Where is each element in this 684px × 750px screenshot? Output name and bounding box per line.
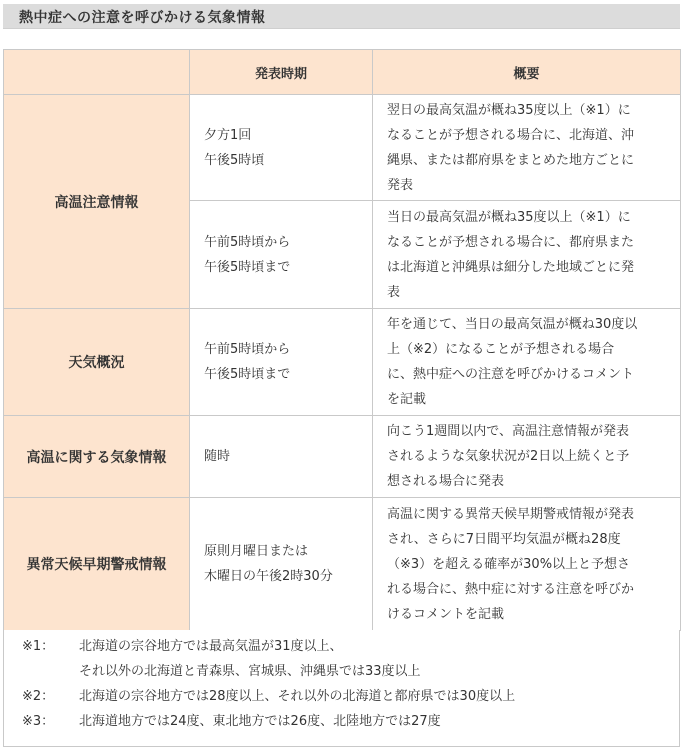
summary-line: は北海道と沖縄県は細分した地域ごとに発 xyxy=(387,259,635,275)
timing-line: 原則月曜日または xyxy=(204,544,309,559)
timing-cell xyxy=(190,498,373,631)
footnote-text: 北海道の宗谷地方では28度以上、それ以外の北海道と都府県では30度以上 xyxy=(79,689,516,704)
timing-line: 午後5時頃まで xyxy=(204,367,291,382)
timing-line: 午前5時頃から xyxy=(204,342,291,357)
summary-cell xyxy=(373,201,681,309)
footnote-mark: ※1： xyxy=(22,639,55,654)
footnote-text: それ以外の北海道と青森県、宮城県、沖縄県では33度以上 xyxy=(79,664,421,679)
summary-line: に、熱中症への注意を呼びかけるコメント xyxy=(387,367,635,382)
summary-line: 縄県、または都府県をまとめた地方ごとに xyxy=(387,152,635,168)
summary-line: 翌日の最高気温が概ね35度以上（※1）に xyxy=(387,102,631,118)
table-row xyxy=(4,309,681,416)
timing-line: 夕方1回 xyxy=(204,127,252,143)
title-bar xyxy=(3,4,680,29)
summary-cell xyxy=(373,309,681,416)
footnote-mark: ※3： xyxy=(22,714,55,729)
row-name: 天気概況 xyxy=(4,309,190,416)
summary-line: 上（※2）になることが予想される場合 xyxy=(387,342,615,357)
row-name: 高温に関する気象情報 xyxy=(4,416,190,498)
row-name: 異常天候早期警戒情報 xyxy=(4,498,190,631)
timing-cell xyxy=(190,309,373,416)
timing-line: 午後5時頃 xyxy=(204,152,265,168)
timing-line: 随時 xyxy=(204,449,231,464)
timing-cell xyxy=(190,201,373,309)
summary-line: 年を通じて、当日の最高気温が概ね30度以 xyxy=(387,317,638,332)
summary-line: （※3）を超える確率が30%以上と予想さ xyxy=(387,556,631,572)
summary-line: けるコメントを記載 xyxy=(387,606,505,622)
summary-line: されるような気象状況が2日以上続くと予 xyxy=(387,449,630,464)
summary-line: 向こう1週間以内で、高温注意情報が発表 xyxy=(387,424,630,439)
timing-line: 木曜日の午後2時30分 xyxy=(204,569,333,584)
summary-line: なることが予想される場合に、北海道、沖 xyxy=(387,127,635,143)
summary-line: を記載 xyxy=(387,392,427,407)
timing-line: 午前5時頃から xyxy=(204,234,291,250)
summary-line: れる場合に、熱中症に対する注意を呼びか xyxy=(387,581,635,597)
table-row xyxy=(4,95,681,201)
footnote-text: 北海道地方では24度、東北地方では26度、北陸地方では27度 xyxy=(79,714,441,729)
info-table xyxy=(3,49,681,631)
summary-cell xyxy=(373,416,681,498)
summary-cell xyxy=(373,498,681,631)
footnote-text: 北海道の宗谷地方では最高気温が31度以上、 xyxy=(79,639,343,654)
header-summary: 概要 xyxy=(373,50,681,95)
timing-line: 午後5時頃まで xyxy=(204,259,291,275)
summary-line: 当日の最高気温が概ね35度以上（※1）に xyxy=(387,209,631,225)
timing-cell xyxy=(190,95,373,201)
header-blank xyxy=(4,50,190,95)
table-header-row xyxy=(4,50,681,95)
timing-cell xyxy=(190,416,373,498)
summary-line: 表 xyxy=(387,284,401,300)
page-title: 熱中症への注意を呼びかける気象情報 xyxy=(19,10,266,26)
table-row xyxy=(4,498,681,631)
summary-line: され、さらに7日間平均気温が概ね28度 xyxy=(387,531,621,547)
row-name: 高温注意情報 xyxy=(4,95,190,309)
footnote-mark: ※2： xyxy=(22,689,55,704)
footnotes xyxy=(3,630,680,747)
table-row xyxy=(4,416,681,498)
summary-line: 想される場合に発表 xyxy=(387,474,505,489)
header-timing: 発表時期 xyxy=(190,50,373,95)
summary-line: なることが予想される場合に、都府県また xyxy=(387,234,635,250)
summary-cell xyxy=(373,95,681,201)
summary-line: 発表 xyxy=(387,177,414,193)
summary-line: 高温に関する異常天候早期警戒情報が発表 xyxy=(387,506,635,522)
